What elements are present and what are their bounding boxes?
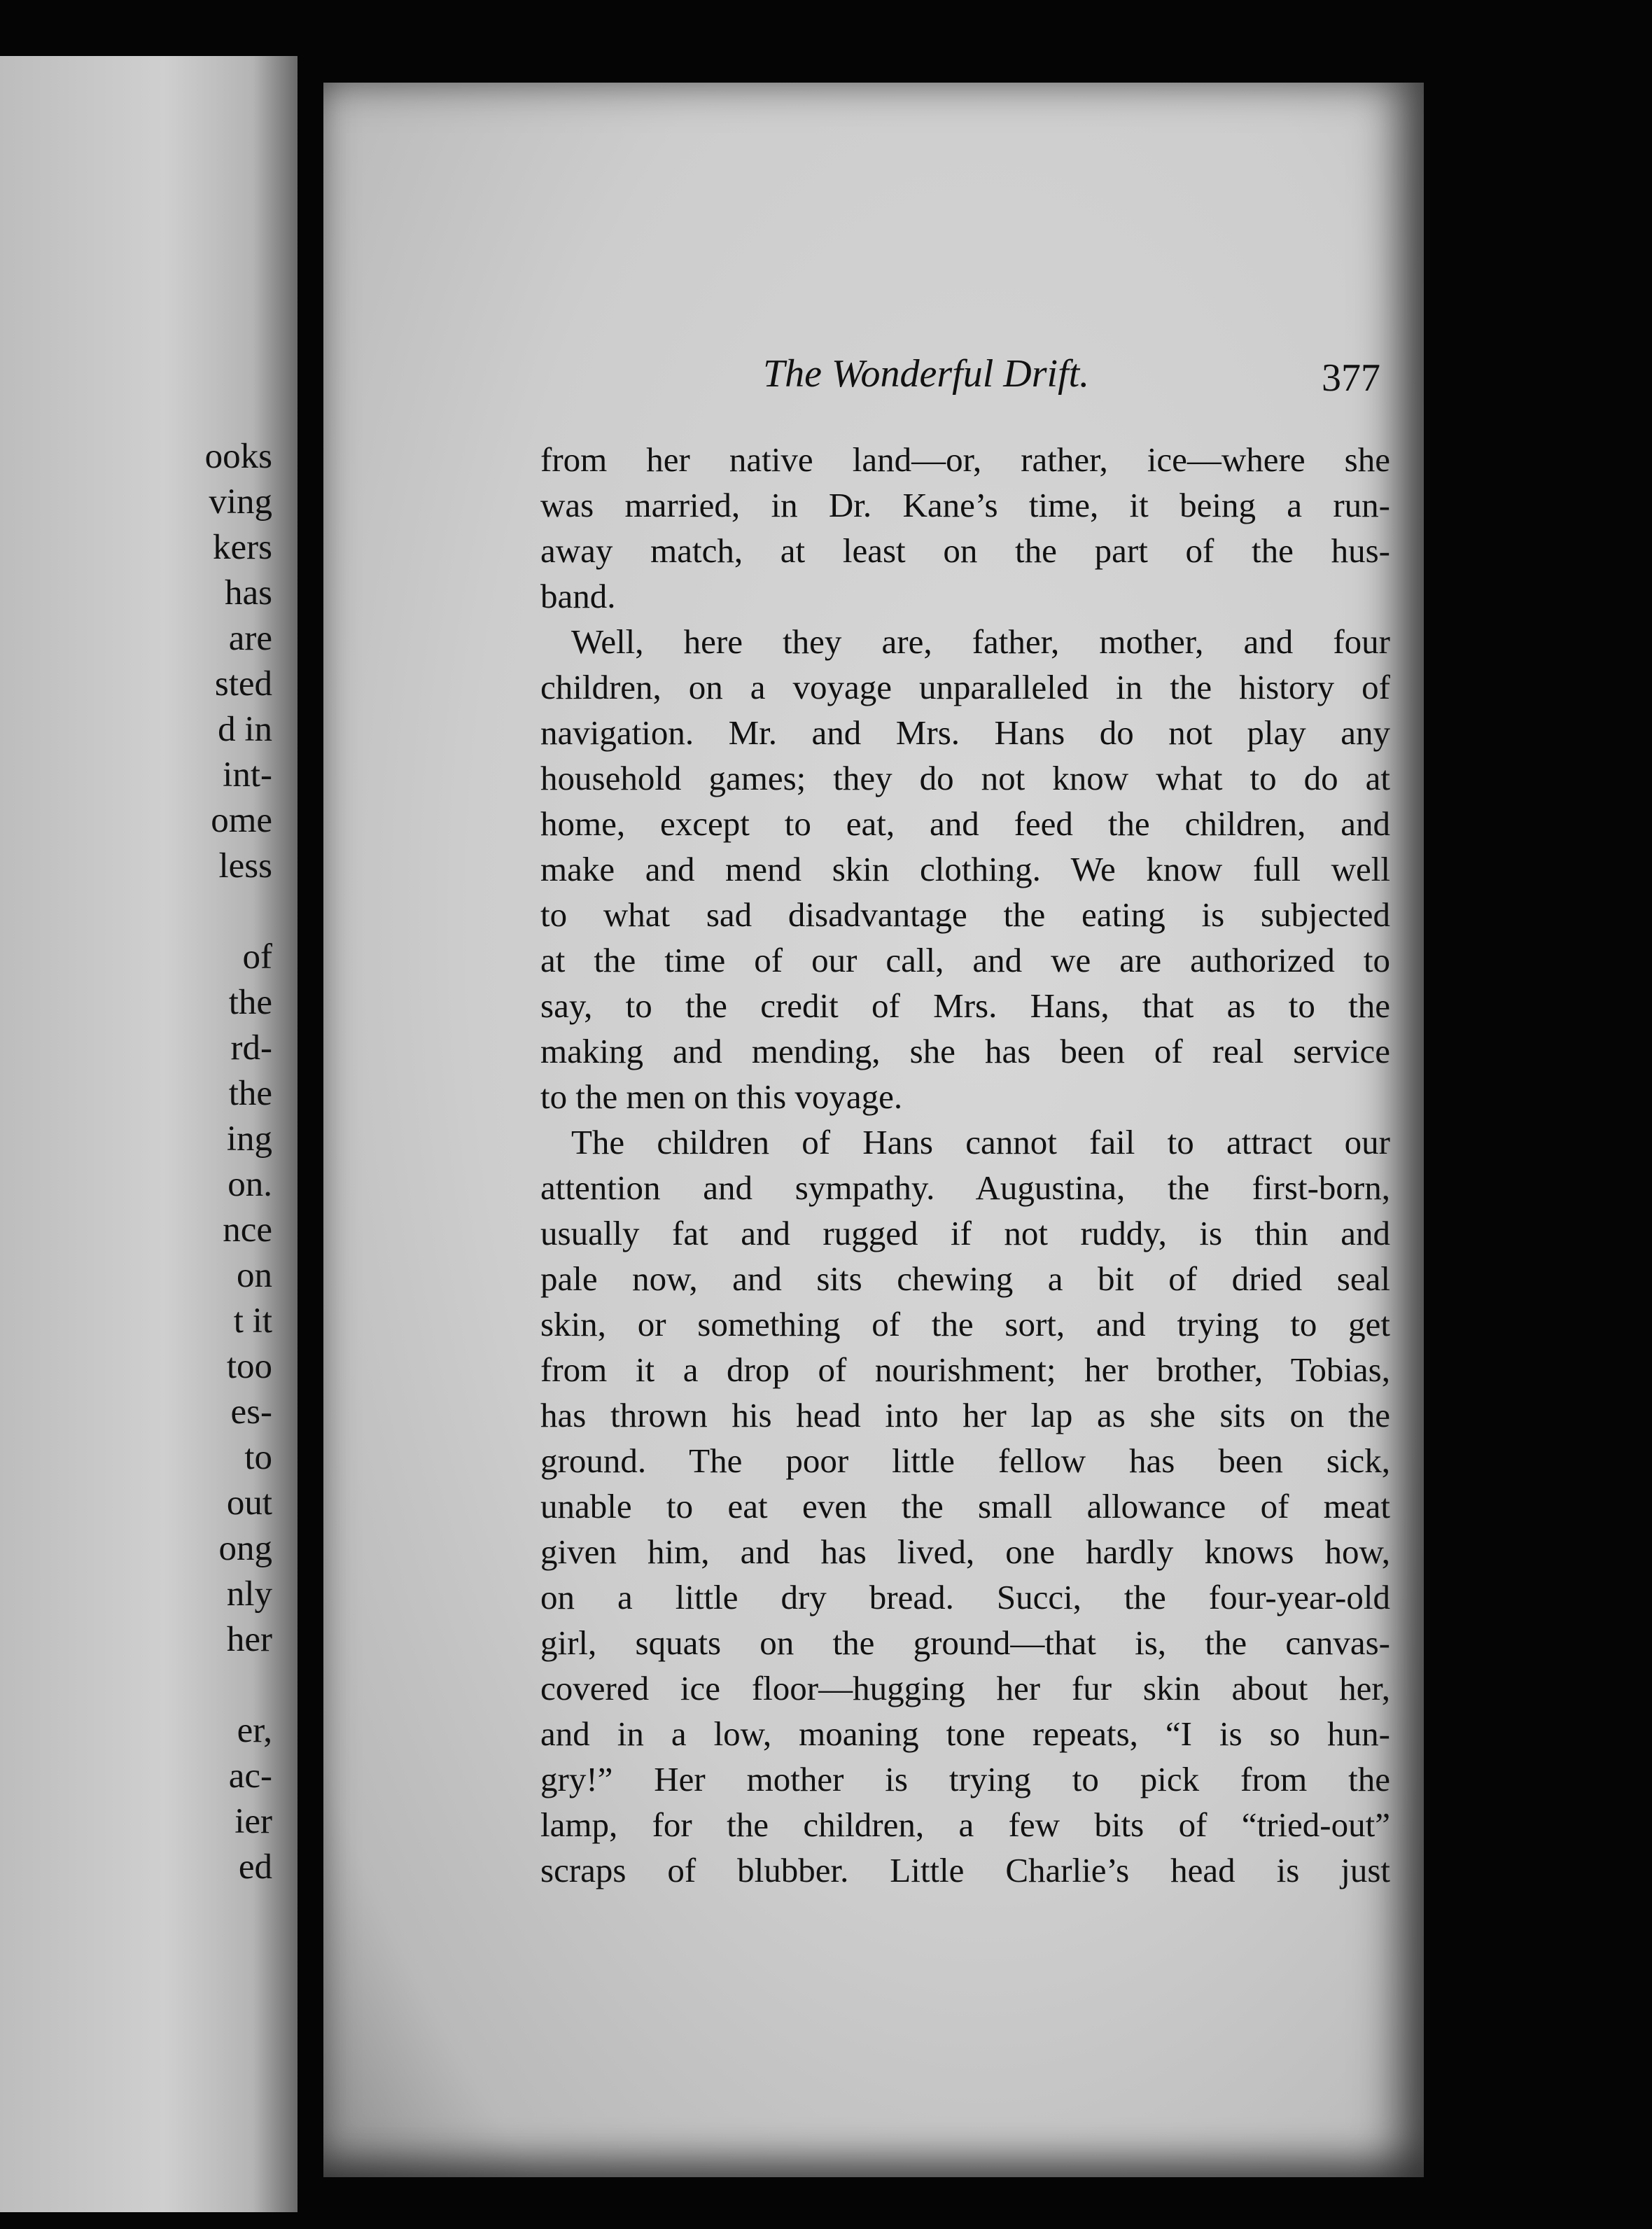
left-fragment-line: nce [223,1210,272,1250]
text-line: away match, at least on the part of the hus- [540,531,1390,570]
left-fragment-line: kers [213,528,272,567]
page-number: 377 [1322,356,1380,400]
left-fragment-line: out [226,1483,272,1523]
text-line: scraps of blubber. Little Charlie’s head is just [540,1851,1390,1889]
text-line: usually fat and rugged if not ruddy, is thin and [540,1214,1390,1252]
left-fragment-line: to [244,1438,272,1477]
left-fragment-line: es- [230,1392,272,1432]
body-text [540,437,1390,1893]
left-fragment-line: of [242,937,272,977]
left-fragment-line: int- [223,755,272,795]
text-line: on a little dry bread. Succi, the four-year-old [540,1578,1390,1616]
text-line: from her native land—or, rather, ice—where she [540,440,1390,479]
left-fragment-line: t it [233,1301,272,1341]
text-line: girl, squats on the ground—that is, the canvas- [540,1623,1390,1662]
text-line: The children of Hans cannot fail to attract our [571,1123,1390,1161]
left-fragment-line: ving [209,482,272,522]
left-page-edge [0,56,298,2212]
text-line: given him, and has lived, one hardly knows how, [540,1532,1390,1571]
left-fragment-line: ier [234,1802,272,1841]
left-fragment-line: ed [238,1847,272,1887]
text-line: has thrown his head into her lap as she sits on the [540,1396,1390,1434]
left-fragment-line: her [226,1620,272,1659]
text-line: pale now, and sits chewing a bit of dried seal [540,1259,1390,1298]
text-line: children, on a voyage unparalleled in the history of [540,668,1390,706]
left-fragment-line: has [225,573,272,613]
left-fragment-line [205,1663,272,1708]
left-fragment-line: nly [226,1574,272,1614]
text-line: home, except to eat, and feed the children, and [540,804,1390,843]
left-fragment-line: ac- [228,1756,272,1796]
text-line: gry!” Her mother is trying to pick from the [540,1760,1390,1798]
left-page-text-fragments [205,434,272,1890]
text-line: navigation. Mr. and Mrs. Hans do not play any [540,713,1390,752]
text-line: band. [540,577,616,615]
left-fragment-line: ong [218,1529,272,1568]
text-line: skin, or something of the sort, and trying to get [540,1305,1390,1343]
text-line: attention and sympathy. Augustina, the first-born, [540,1168,1390,1207]
left-fragment-line: are [228,619,272,658]
text-line: to the men on this voyage. [540,1077,903,1116]
text-line: and in a low, moaning tone repeats, “I is so hun- [540,1714,1390,1753]
text-line: at the time of our call, and we are authorized to [540,941,1390,979]
text-line: ground. The poor little fellow has been sick, [540,1441,1390,1480]
left-fragment-line: on. [227,1165,272,1204]
text-line: from it a drop of nourishment; her brother, Tobias, [540,1350,1390,1389]
left-fragment-line: ome [211,801,272,840]
text-line: household games; they do not know what to do at [540,759,1390,797]
text-line: say, to the credit of Mrs. Hans, that as to the [540,986,1390,1025]
left-fragment-line: sted [214,664,272,704]
text-line: lamp, for the children, a few bits of “tried-out” [540,1805,1390,1844]
text-line: to what sad disadvantage the eating is subjected [540,895,1390,934]
book-gutter [298,42,326,2229]
left-fragment-line: the [228,1074,272,1113]
left-fragment-line: ooks [204,437,272,476]
left-fragment-line: the [228,983,272,1022]
left-fragment-line: ing [226,1119,272,1159]
left-fragment-line: too [226,1347,272,1386]
text-line: make and mend skin clothing. We know full well [540,850,1390,888]
left-fragment-line: er, [237,1711,272,1750]
text-line: covered ice floor—hugging her fur skin about her, [540,1669,1390,1707]
text-line: was married, in Dr. Kane’s time, it being a run- [540,486,1390,524]
left-fragment-line: on [237,1256,272,1295]
text-line: Well, here they are, father, mother, and four [571,622,1390,661]
text-line: making and mending, she has been of real service [540,1032,1390,1070]
left-fragment-line: less [218,846,272,886]
running-title: The Wonderful Drift. [763,352,1090,396]
left-fragment-line: rd- [230,1028,272,1068]
left-fragment-line [205,889,272,935]
text-line: unable to eat even the small allowance of meat [540,1487,1390,1525]
left-fragment-line: d in [218,710,272,749]
